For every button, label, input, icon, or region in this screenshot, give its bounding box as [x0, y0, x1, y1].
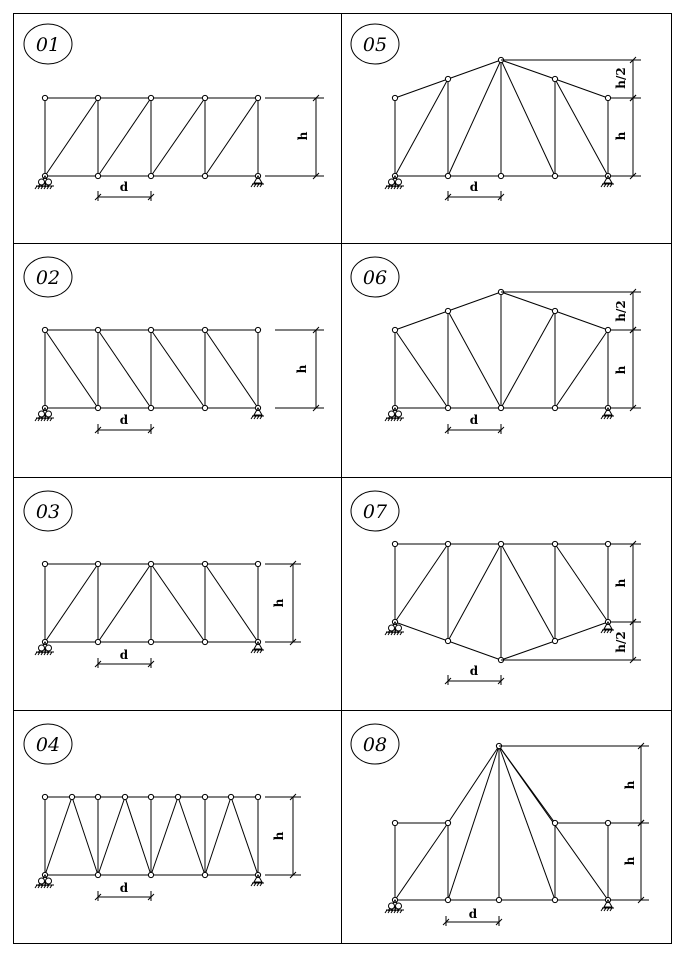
truss-joint	[148, 173, 153, 178]
truss-panel-02	[42, 327, 260, 410]
panel-07-dim-h: h	[614, 578, 628, 588]
panel-05-number: 05	[362, 34, 388, 56]
truss-member	[448, 311, 501, 408]
truss-member	[555, 622, 608, 641]
truss-member	[395, 79, 448, 98]
panel-08-dim-h: h	[623, 856, 637, 866]
truss-joint	[228, 794, 233, 799]
pin-support	[601, 408, 614, 419]
roller-wheel	[389, 179, 395, 185]
roller-wheel	[396, 903, 402, 909]
truss-joint	[148, 794, 153, 799]
truss-joint	[445, 173, 450, 178]
panel-02-dim-h: h	[295, 364, 309, 374]
truss-member	[501, 311, 555, 408]
truss-joint	[122, 794, 127, 799]
truss-joint	[42, 327, 47, 332]
truss-joint	[202, 561, 207, 566]
truss-member	[205, 98, 258, 176]
truss-joint	[552, 76, 557, 81]
truss-member	[205, 564, 258, 642]
truss-joint	[95, 405, 100, 410]
truss-joint	[605, 327, 610, 332]
truss-joint	[552, 897, 557, 902]
truss-joint	[42, 95, 47, 100]
panel-02-number: 02	[35, 267, 61, 289]
truss-member	[555, 544, 608, 622]
truss-member	[448, 544, 501, 641]
truss-joint	[605, 95, 610, 100]
truss-member	[448, 60, 501, 79]
roller-wheel	[39, 645, 45, 651]
truss-member	[395, 544, 448, 622]
truss-member	[395, 330, 448, 408]
panel-02-dim-d: d	[119, 413, 129, 427]
truss-member	[395, 823, 448, 900]
roller-wheel	[39, 878, 45, 884]
truss-joint	[148, 872, 153, 877]
truss-member	[205, 330, 258, 408]
truss-member	[448, 292, 501, 311]
panel-05-dim-h2: h/2	[614, 67, 628, 89]
truss-member	[501, 60, 555, 176]
panel-01-badge	[24, 24, 72, 64]
roller-wheel	[39, 179, 45, 185]
truss-panel-04	[42, 794, 260, 877]
panel-06-dim-h: h	[614, 365, 628, 375]
truss-joint	[445, 820, 450, 825]
truss-joint	[202, 794, 207, 799]
truss-joint	[148, 327, 153, 332]
truss-member	[448, 746, 499, 900]
truss-panel-03	[42, 561, 260, 644]
truss-member	[448, 60, 501, 176]
panel-06-dim-d: d	[469, 413, 479, 427]
pin-support	[251, 176, 264, 187]
pin-support	[601, 900, 614, 911]
pin-support	[251, 875, 264, 886]
truss-joint	[498, 405, 503, 410]
truss-member	[448, 746, 499, 823]
panel-01-dim-d: d	[119, 180, 129, 194]
truss-joint	[202, 95, 207, 100]
sheet-frame	[14, 14, 672, 944]
truss-joint	[392, 541, 397, 546]
panel-04-dim-d: d	[119, 881, 129, 895]
truss-member	[45, 797, 72, 875]
truss-joint	[95, 794, 100, 799]
pin-support	[601, 176, 614, 187]
truss-member	[555, 330, 608, 408]
truss-joint	[148, 561, 153, 566]
roller-wheel	[46, 411, 52, 417]
panel-06-dim-h2: h/2	[614, 300, 628, 322]
truss-joint	[552, 308, 557, 313]
truss-joint	[202, 872, 207, 877]
truss-joint	[42, 794, 47, 799]
truss-joint	[255, 794, 260, 799]
panel-07-number: 07	[362, 501, 388, 523]
truss-joint	[498, 541, 503, 546]
truss-joint	[95, 173, 100, 178]
roller-wheel	[389, 411, 395, 417]
truss-joint	[95, 639, 100, 644]
truss-member	[98, 98, 151, 176]
truss-joint	[498, 173, 503, 178]
panel-04-number: 04	[35, 734, 61, 756]
panel-03-dim-d: d	[119, 648, 129, 662]
truss-joint	[496, 897, 501, 902]
truss-joint	[552, 541, 557, 546]
truss-joint	[148, 405, 153, 410]
roller-wheel	[46, 179, 52, 185]
truss-panel-05	[392, 57, 610, 178]
truss-joint	[202, 173, 207, 178]
truss-member	[151, 330, 205, 408]
roller-wheel	[389, 625, 395, 631]
truss-member	[555, 79, 608, 176]
panel-01-dim-h: h	[296, 131, 310, 141]
truss-member	[501, 544, 555, 641]
truss-joint	[202, 327, 207, 332]
truss-joint	[255, 327, 260, 332]
panel-06-number: 06	[362, 267, 388, 289]
truss-joint	[552, 173, 557, 178]
truss-member	[45, 564, 98, 642]
truss-member	[178, 797, 205, 875]
roller-wheel	[46, 645, 52, 651]
pin-support	[251, 408, 264, 419]
truss-panel-01	[42, 95, 260, 178]
truss-joint	[95, 561, 100, 566]
truss-member	[395, 79, 448, 176]
panel-05-dim-d: d	[469, 180, 479, 194]
truss-joint	[95, 95, 100, 100]
panel-04-badge	[24, 724, 72, 764]
truss-joint	[148, 639, 153, 644]
truss-member	[555, 79, 608, 98]
truss-joint	[255, 561, 260, 566]
panel-08-badge	[351, 724, 399, 764]
truss-joint	[202, 405, 207, 410]
truss-joint	[392, 820, 397, 825]
truss-member	[395, 311, 448, 330]
truss-member	[45, 98, 98, 176]
truss-joint	[605, 820, 610, 825]
panel-08-dim-h2: h	[623, 780, 637, 790]
panel-08-number: 08	[362, 734, 388, 756]
panel-08-dim-d: d	[468, 907, 478, 921]
roller-wheel	[396, 179, 402, 185]
roller-wheel	[39, 411, 45, 417]
dimension-vertical	[265, 95, 324, 179]
truss-joint	[392, 327, 397, 332]
truss-joint	[605, 541, 610, 546]
roller-wheel	[46, 878, 52, 884]
roller-wheel	[389, 903, 395, 909]
truss-joint	[445, 897, 450, 902]
truss-member	[98, 797, 125, 875]
truss-panel-06	[392, 289, 610, 410]
truss-joint	[95, 327, 100, 332]
truss-member	[151, 98, 205, 176]
truss-member	[448, 641, 501, 660]
truss-joint	[552, 405, 557, 410]
truss-joint	[95, 872, 100, 877]
truss-member	[98, 330, 151, 408]
truss-joint	[175, 794, 180, 799]
truss-joint	[445, 541, 450, 546]
truss-member	[501, 641, 555, 660]
panel-05-badge	[351, 24, 399, 64]
panel-02-badge	[24, 257, 72, 297]
truss-joint	[552, 638, 557, 643]
panel-03-dim-h: h	[272, 598, 286, 608]
panel-07-dim-h2: h/2	[614, 631, 628, 653]
truss-joint	[148, 95, 153, 100]
truss-panel-07	[392, 541, 610, 662]
truss-member	[125, 797, 151, 875]
panel-03-badge	[24, 491, 72, 531]
truss-member	[205, 797, 231, 875]
truss-joint	[445, 308, 450, 313]
truss-panel-08	[392, 743, 610, 902]
truss-joint	[445, 405, 450, 410]
panel-03-number: 03	[35, 501, 61, 523]
pin-support	[251, 642, 264, 653]
truss-member	[231, 797, 258, 875]
truss-member	[98, 564, 151, 642]
panel-06-badge	[351, 257, 399, 297]
truss-joint	[255, 95, 260, 100]
truss-member	[555, 311, 608, 330]
truss-member	[45, 330, 98, 408]
truss-joint	[202, 639, 207, 644]
panel-07-dim-d: d	[469, 664, 479, 678]
roller-wheel	[396, 625, 402, 631]
panel-05-dim-h: h	[614, 131, 628, 141]
truss-member	[151, 797, 178, 875]
panel-01-number: 01	[35, 34, 61, 56]
truss-joint	[42, 561, 47, 566]
truss-member	[501, 60, 555, 79]
truss-member	[499, 746, 555, 900]
panel-04-dim-h: h	[272, 831, 286, 841]
truss-joint	[552, 820, 557, 825]
truss-joint	[445, 76, 450, 81]
roller-wheel	[396, 411, 402, 417]
panel-07-badge	[351, 491, 399, 531]
truss-member	[72, 797, 98, 875]
truss-joint	[69, 794, 74, 799]
truss-member	[501, 292, 555, 311]
truss-joint	[392, 95, 397, 100]
truss-member	[151, 564, 205, 642]
truss-joint	[445, 638, 450, 643]
